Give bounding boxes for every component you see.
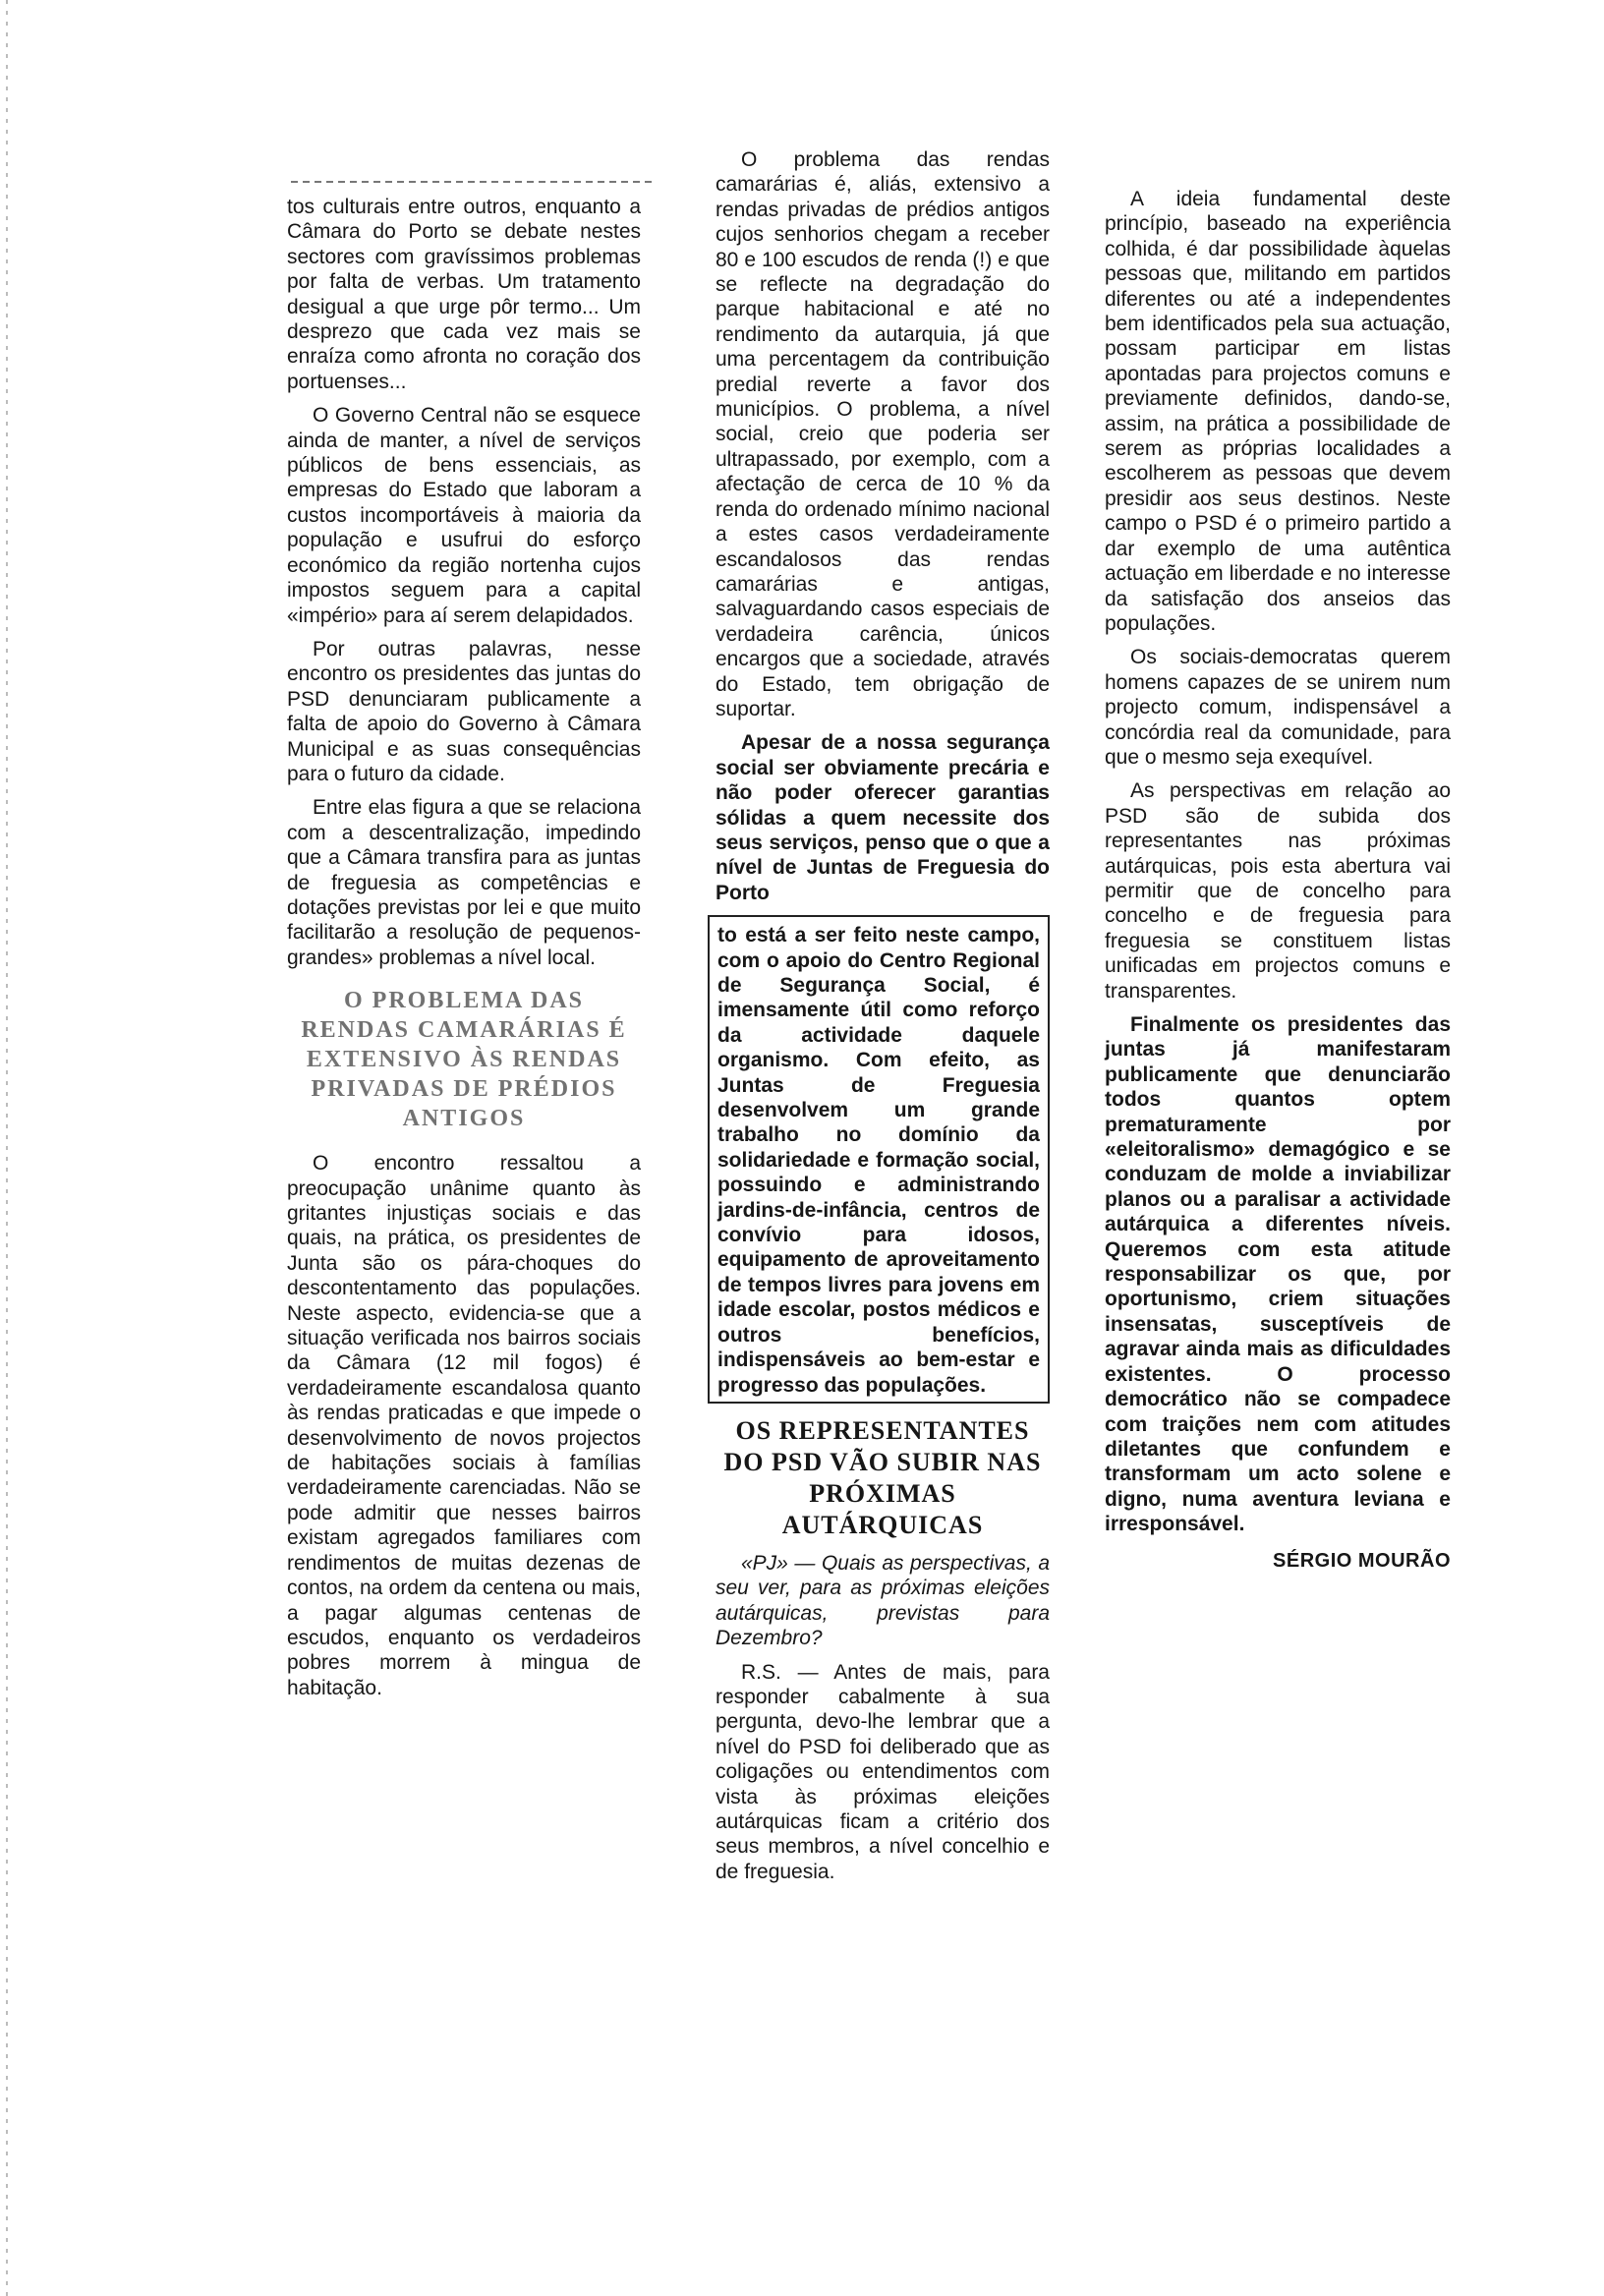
- subheading: O PROBLEMA DAS RENDAS CAMARÁRIAS É EXTENSIVO ÀS RENDAS PRIVADAS DE PRÉDIOS ANTIGOS: [301, 988, 627, 1132]
- paragraph: O problema das rendas camarárias é, aliás, extensivo a rendas privadas de prédios antigos cujos senhorios chegam a receber 80 e 100 escudos de renda (!) e que se reflecte na degradação do parque habitacional e até no rendimento da autarquia, já que uma percentagem da contribuição predial reverte a favor dos municípios. O problema, a nível social, creio que poderia ser ultrapassado, por exemplo, com a afectação de cerca de 10 % da renda do ordenado mínimo nacional a estes casos verdadeiramente escandalosos das rendas camarárias e antigas, salvaguardando casos especiais de verdadeira carência, únicos encargos que a sociedade, através do Estado, tem obrigação de suportar.: [716, 148, 1050, 720]
- boxed-paragraph: [708, 915, 1050, 1404]
- paragraph: Entre elas figura a que se relaciona com a descentralização, impedindo que a Câmara transfira para as juntas de freguesia as competências e dotações previstas por lei e que muito facilitarão a resolução de pequenos-grandes» problemas a nível local.: [287, 796, 641, 969]
- paragraph: As perspectivas em relação ao PSD são de subida dos representantes nas próximas autárquicas, pois esta abertura vai permitir que de concelho para concelho e de freguesia para freguesia se constituem listas unificadas em projectos comuns e transparentes.: [1105, 779, 1451, 1003]
- paragraph: O Governo Central não se esquece ainda de manter, a nível de serviços públicos de bens essenciais, as empresas do Estado que laboram a custos incomportáveis à maioria da população e usufrui do esforço económico da região nortenha cujos impostos seguem para a capital «império» para aí serem delapidados.: [287, 404, 641, 627]
- headline: OS REPRESENTANTES DO PSD VÃO SUBIR NAS PRÓXIMAS AUTÁRQUICAS: [723, 1415, 1042, 1539]
- paragraph: Apesar de a nossa segurança social ser obviamente precária e não poder oferecer garantias sólidas a quem necessite dos seus serviços, penso que o que a nível de Juntas de Freguesia do Porto: [716, 731, 1050, 904]
- column-2: [716, 147, 1050, 1893]
- paragraph: tos culturais entre outros, enquanto a Câmara do Porto se debate nestes sectores com gravíssimos problemas por falta de verbas. Um tratamento desigual a que urge pôr termo... Um desprezo que cada vez mais se enraíza como afronta no coração dos portuenses...: [287, 196, 641, 393]
- column-1: [287, 195, 641, 1709]
- scan-edge: [6, 0, 8, 2296]
- paragraph: Finalmente os presidentes das juntas já manifestaram publicamente que denunciarão todos quantos optem prematuramente por «eleitoralismo» demagógico e se conduzam de molde a inviabilizar planos ou a paralisar a actividade autárquica a diferentes níveis. Queremos com esta atitude responsabilizar os que, por oportunismo, criem situações insensatas, susceptíveis de agravar ainda mais as dificuldades existentes. O processo democrático não se compadece com traições nem com atitudes diletantes que confundem e transformam um acto solene e digno, numa aventura leviana e irresponsável.: [1105, 1013, 1451, 1536]
- top-rule: [291, 181, 657, 183]
- boxed-text: to está a ser feito neste campo, com o apoio do Centro Regional de Segurança Social, é imensamente útil como reforço da actividade daquele organismo. Com efeito, as Juntas de Freguesia desenvolvem um grande trabalho no domínio da solidariedade e formação social, possuindo e administrando jardins-de-infância, centros de convívio para idosos, equipamento de aproveitamento de tempos livres para jovens em idade escolar, postos médicos e outros benefícios, indispensáveis ao bem-estar e progresso das populações.: [717, 924, 1040, 1397]
- paragraph: Por outras palavras, nesse encontro os presidentes das juntas do PSD denunciaram publicamente a falta de apoio do Governo à Câmara Municipal e as suas consequências para o futuro da cidade.: [287, 637, 641, 785]
- author-signature: SÉRGIO MOURÃO: [1273, 1549, 1451, 1572]
- column-3: [1105, 187, 1451, 1574]
- paragraph: Os sociais-democratas querem homens capazes de se unirem num projecto comum, indispensável a concórdia real da comunidade, para que o mesmo seja exequível.: [1105, 646, 1451, 769]
- interview-answer: R.S. — Antes de mais, para responder cabalmente à sua pergunta, devo-lhe lembrar que a nível do PSD foi deliberado que as coligações ou entendimentos com vista às próximas eleições autárquicas ficam a critério dos seus membros, a nível concelhio e de freguesia.: [716, 1660, 1050, 1883]
- interview-question: «PJ» — Quais as perspectivas, a seu ver, para as próximas eleições autárquicas, previstas para Dezembro?: [716, 1551, 1050, 1650]
- paragraph: O encontro ressaltou a preocupação unânime quanto às gritantes injustiças sociais e das quais, na prática, os presidentes de Junta são os pára-choques do descontentamento das populações. Neste aspecto, evidencia-se que a situação verificada nos bairros sociais da Câmara (12 mil fogos) é verdadeiramente escandalosa quanto às rendas praticadas e que impede o desenvolvimento de novos projectos de habitações sociais à famílias verdadeiramente carenciadas. Não se pode admitir que nesses bairros existam agregados familiares com rendimentos de muitas dezenas de contos, na ordem da centena ou mais, a pagar algumas centenas de escudos, enquanto os verdadeiros pobres morrem à mingua de habitação.: [287, 1152, 641, 1699]
- paragraph: A ideia fundamental deste princípio, baseado na experiência colhida, é dar possibilidade àquelas pessoas que, militando em partidos diferentes ou até a independentes bem identificados pela sua actuação, possam participar em listas apontadas para projectos comuns e previamente definidos, dando-se, assim, na prática a possibilidade de serem as próprias localidades a escolherem as pessoas que devem presidir aos seus destinos. Neste campo o PSD é o primeiro partido a dar exemplo de uma autêntica actuação em liberdade e no interesse da satisfação dos anseios das populações.: [1105, 188, 1451, 635]
